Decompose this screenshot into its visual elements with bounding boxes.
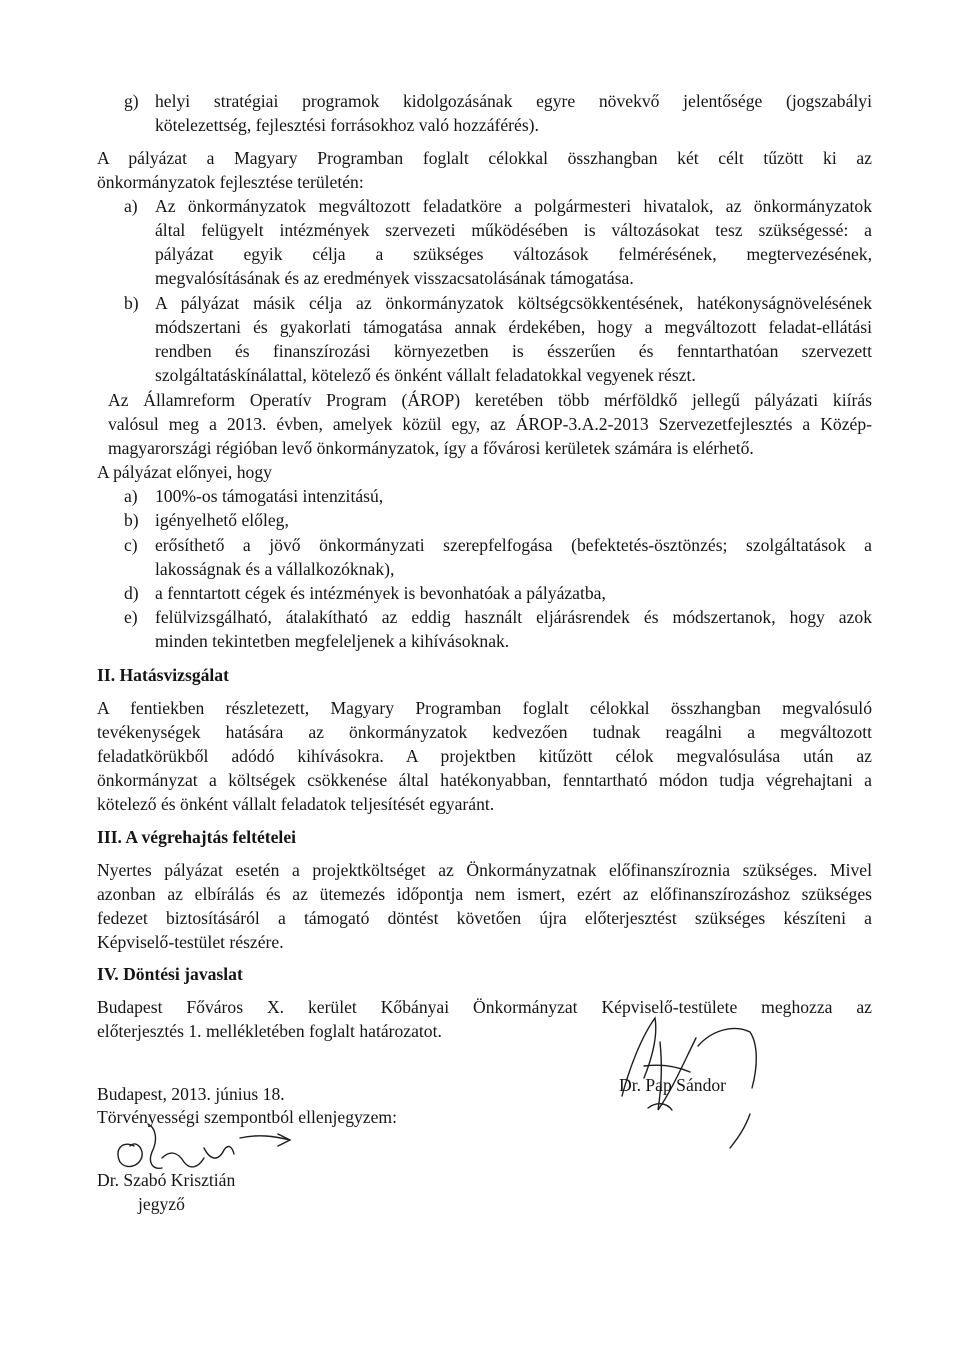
goal-b-line-2: módszertani és gyakorlati támogatása annak érdekében, hogy a megváltozott feladat-ellátási — [155, 317, 872, 337]
signature-stroke — [730, 1114, 750, 1148]
advantage-label-e: e) — [124, 607, 138, 627]
section4-line-1: Budapest Főváros X. kerület Kőbányai Önkormányzat Képviselő-testülete meghozza az — [97, 997, 872, 1017]
list-label-g: g) — [124, 91, 139, 111]
section2-line-3: feladatkörükből adódó kihívásokra. A projektben kitűzött célok megvalósulása után az — [97, 746, 872, 766]
advantage-label-c: c) — [124, 535, 138, 555]
section2-line-4: önkormányzat a költségek csökkenése által hatékonyabban, fenntartható módon tudja végrehajtani a — [97, 770, 872, 790]
legal-note: Törvényességi szempontból ellenjegyzem: — [97, 1107, 397, 1127]
section3-line-4: Képviselő-testület részére. — [97, 932, 284, 952]
section-heading-2: II. Hatásvizsgálat — [97, 665, 229, 685]
advantage-label-a: a) — [124, 486, 138, 506]
goal-label-b: b) — [124, 293, 139, 313]
signature-stroke — [644, 1065, 690, 1072]
section4-line-2: előterjesztés 1. mellékletében foglalt határozatot. — [97, 1021, 442, 1041]
section3-line-3: fedezet biztosításáról a támogató döntést követően újra előterjesztést szükséges készíteni a — [97, 908, 872, 928]
advantages-intro: A pályázat előnyei, hogy — [97, 462, 272, 482]
arop-line-3: magyarországi régióban levő önkormányzatok, így a fővárosi kerületek számára is elérhető. — [108, 438, 754, 458]
advantage-e-line-1: felülvizsgálható, átalakítható az eddig használt eljárásrendek és módszertanok, hogy azok — [155, 607, 872, 627]
intro-line-2: önkormányzatok fejlesztése területén: — [97, 172, 364, 192]
advantage-c-line-1: erősíthető a jövő önkormányzati szerepfelfogása (befektetés-ösztönzés; szolgáltatások a — [155, 535, 872, 555]
advantage-label-b: b) — [124, 510, 139, 530]
section3-line-1: Nyertes pályázat esetén a projektköltséget az Önkormányzatnak előfinanszíroznia szükséges. Mivel — [97, 860, 872, 880]
section2-line-1: A fentiekben részletezett, Magyary Programban foglalt célokkal összhangban megvalósuló — [97, 698, 872, 718]
signature-stroke — [118, 1144, 142, 1167]
advantage-a-line-1: 100%-os támogatási intenzitású, — [155, 486, 384, 506]
goal-a-line-4: megvalósításának és az eredmények visszacsatolásának támogatása. — [155, 268, 634, 288]
place-date: Budapest, 2013. június 18. — [97, 1084, 285, 1104]
arop-line-1: Az Államreform Operatív Program (ÁROP) keretében több mérföldkő jellegű pályázati kiírás — [108, 390, 872, 410]
notary-title: jegyző — [138, 1194, 185, 1214]
intro-line-1: A pályázat a Magyary Programban foglalt célokkal összhangban két célt tűzött ki az — [97, 148, 872, 168]
section2-line-5: kötelező és önként vállalt feladatok teljesítését egyaránt. — [97, 794, 495, 814]
advantage-d-line-1: a fenntartott cégek és intézmények is bevonhatóak a pályázatba, — [155, 583, 606, 603]
section3-line-2: azonban az elbírálás és az ütemezés időpontja nem ismert, ezért az előfinanszírozáshoz szükséges — [97, 884, 872, 904]
goal-a-line-2: által felügyelt intézmények szervezeti működésében is változásokat tesz szükségessé: a — [155, 220, 872, 240]
advantage-label-d: d) — [124, 583, 139, 603]
goal-label-a: a) — [124, 196, 138, 216]
goal-b-line-4: szolgáltatáskínálattal, kötelező és önként vállalt feladatokkal vegyenek részt. — [155, 365, 696, 385]
advantage-e-line-2: minden tekintetben megfeleljenek a kihívásoknak. — [155, 631, 510, 651]
g-line-2: kötelezettség, fejlesztési forrásokhoz való hozzáférés). — [155, 115, 539, 135]
advantage-b-line-1: igényelhető előleg, — [155, 510, 289, 530]
signature-stroke — [148, 1124, 162, 1168]
advantage-c-line-2: lakosságnak és a vállalkozóknak), — [155, 559, 395, 579]
arop-line-2: valósul meg a 2013. évben, amelyek közül egy, az ÁROP-3.A.2-2013 Szervezetfejlesztés a Közép- — [108, 414, 872, 434]
mayor-name: Dr. Pap Sándor — [619, 1075, 727, 1095]
section-heading-4: IV. Döntési javaslat — [97, 964, 243, 984]
section2-line-2: tevékenységek hatására az önkormányzatok kedvezően tudnak reagálni a megváltozott — [97, 722, 872, 742]
goal-b-line-3: rendben és finanszírozási környezetben is ésszerűen és fenntarthatóan szervezett — [155, 341, 872, 361]
signature-stroke — [204, 1147, 234, 1159]
section-heading-3: III. A végrehajtás feltételei — [97, 827, 297, 847]
g-line-1: helyi stratégiai programok kidolgozásának egyre növekvő jelentősége (jogszabályi — [155, 91, 872, 111]
goal-a-line-3: pályázat egyik célja a szükséges változások felmérésének, megtervezésének, — [155, 244, 872, 264]
goal-b-line-1: A pályázat másik célja az önkormányzatok költségcsökkentésének, hatékonyságnövelésének — [155, 293, 872, 313]
signature-stroke — [162, 1153, 204, 1167]
notary-name: Dr. Szabó Krisztián — [97, 1170, 236, 1190]
goal-a-line-1: Az önkormányzatok megváltozott feladatköre a polgármesteri hivatalok, az önkormányzatok — [155, 196, 872, 216]
